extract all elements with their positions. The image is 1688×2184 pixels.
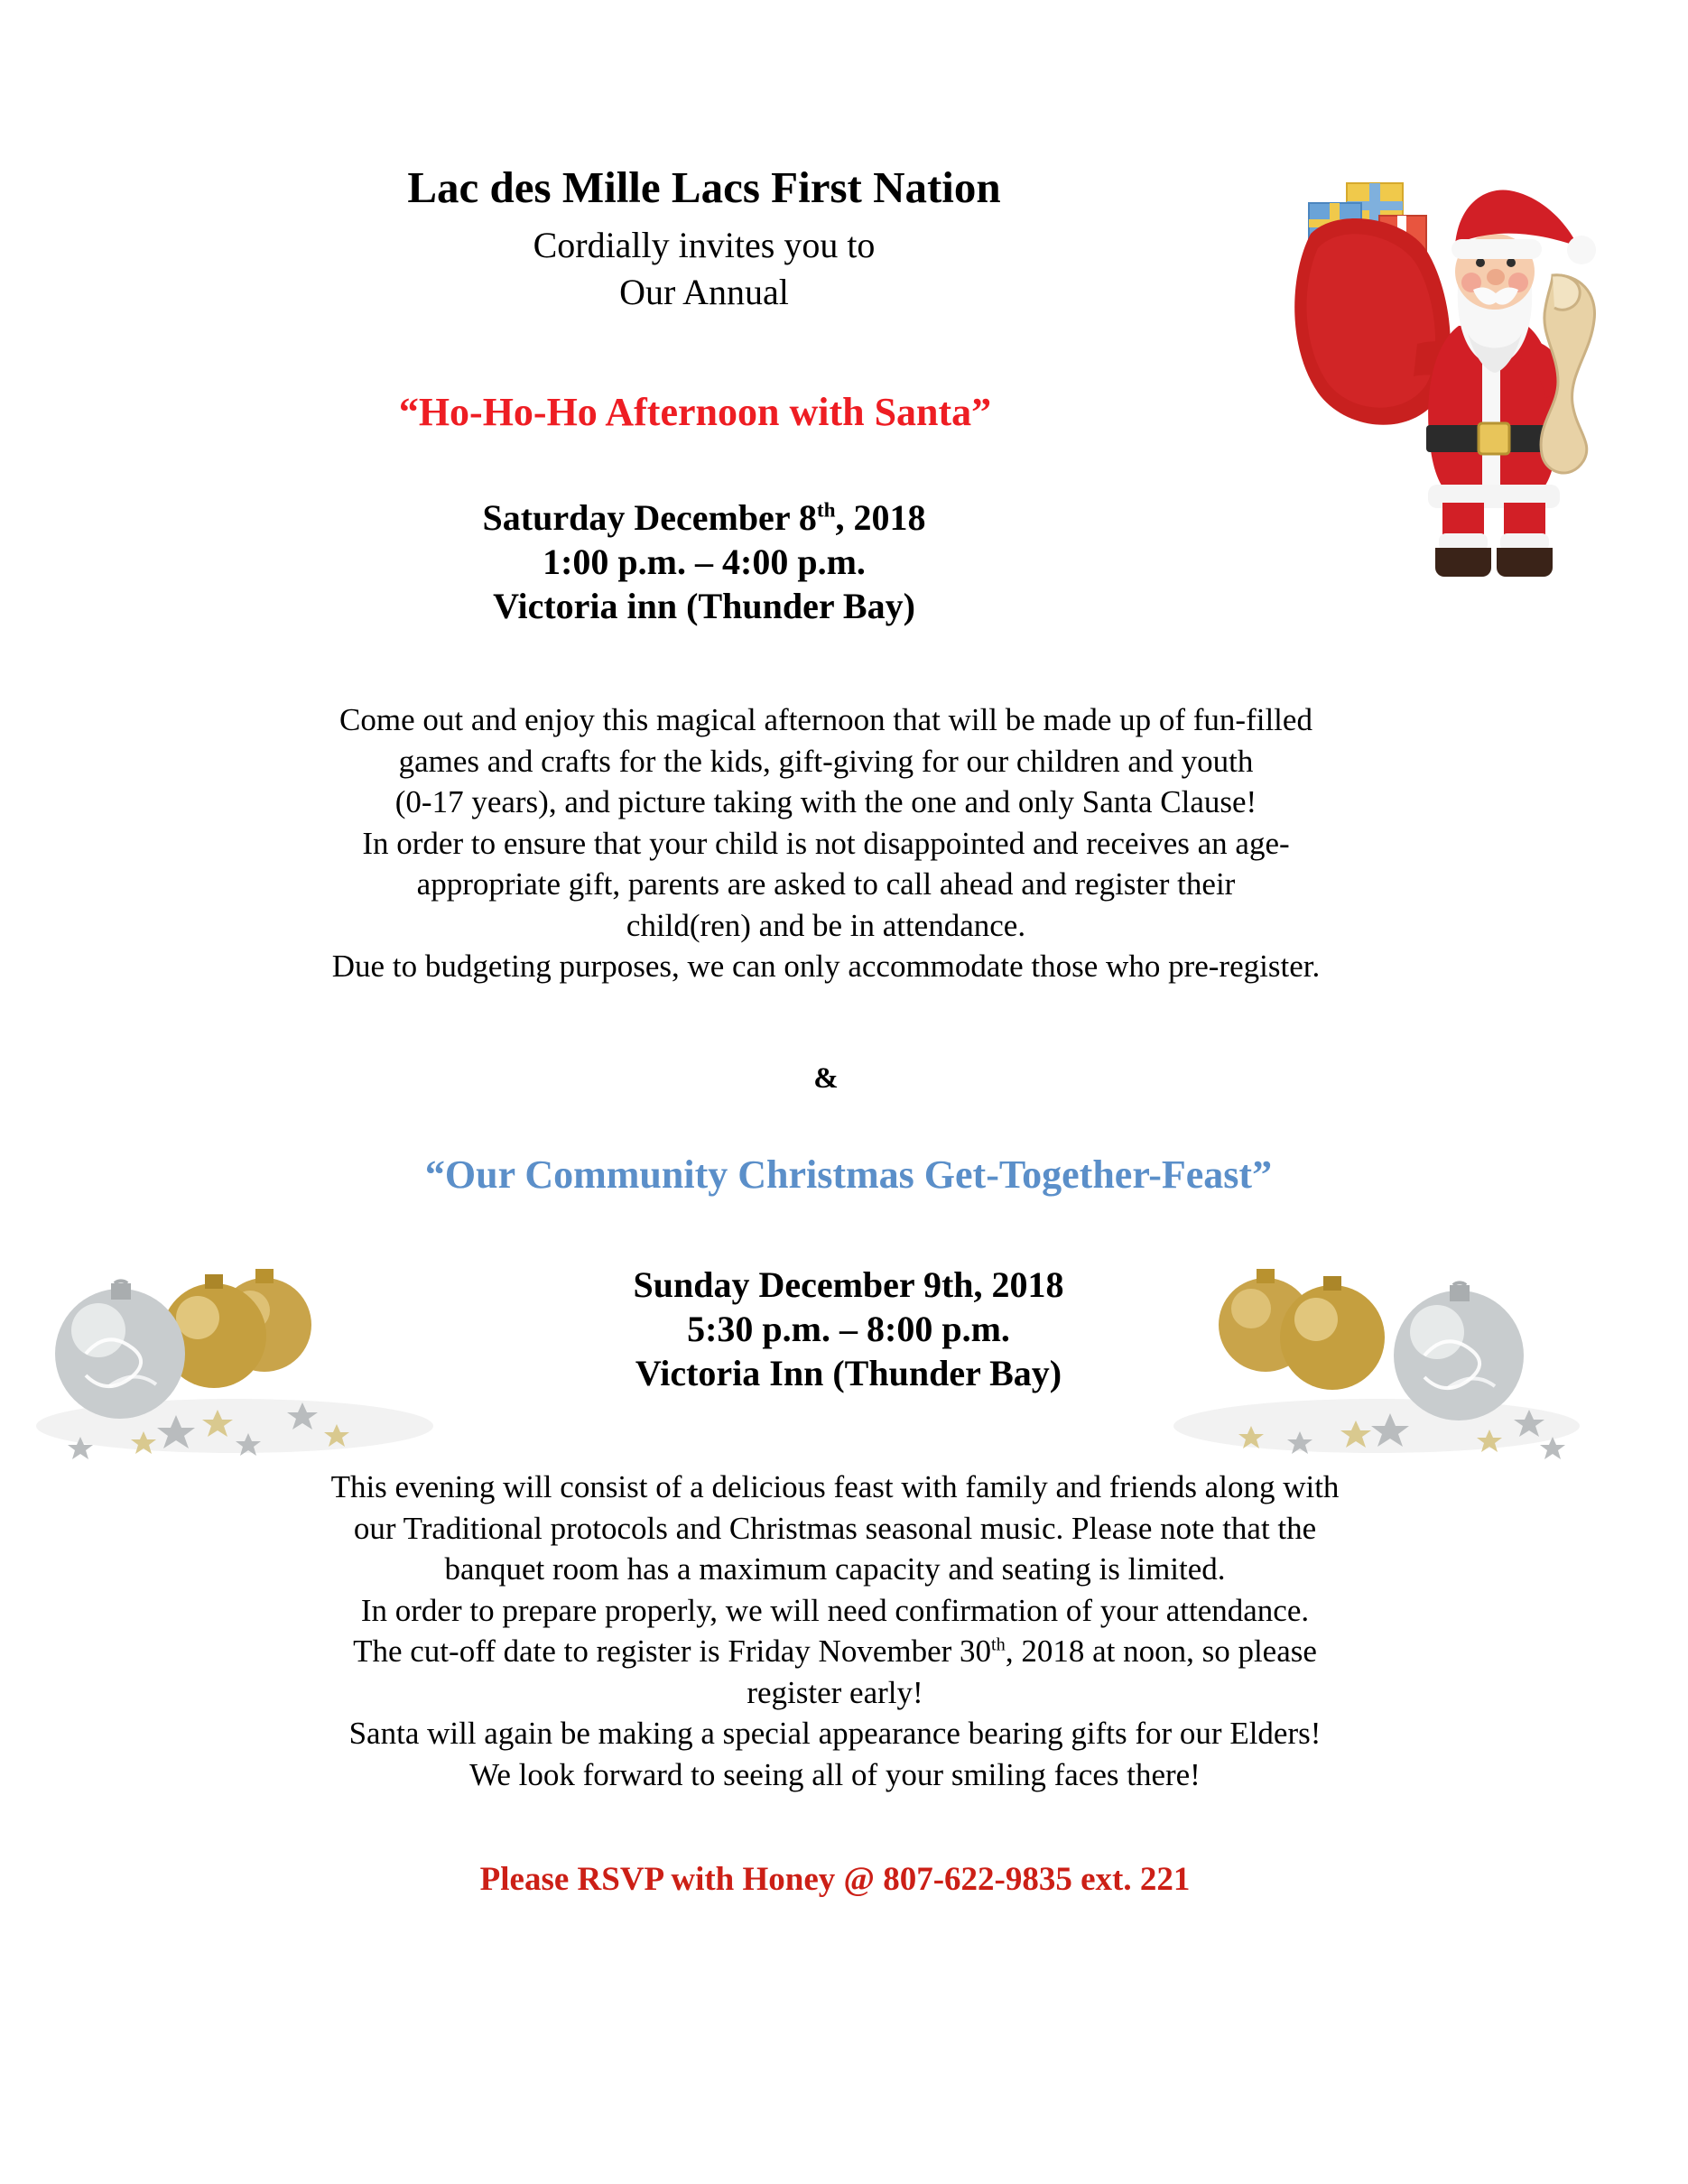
event2-cutoff-text: The cut-off date to register is Friday November 30 (353, 1633, 992, 1669)
invite-line-1: Cordially invites you to (533, 225, 876, 265)
event2-cutoff-ordinal: th (991, 1634, 1006, 1655)
rsvp-line: Please RSVP with Honey @ 807-622-9835 ext. 221 (479, 1861, 1191, 1898)
event2-body-line: our Traditional protocols and Christmas seasonal music. Please note that the (353, 1510, 1317, 1546)
event1-body-line: Due to budgeting purposes, we can only accommodate those who pre-register. (331, 949, 1321, 984)
event1-body-line: In order to ensure that your child is not disappointed and receives an age- (362, 825, 1290, 861)
event1-body-line: Come out and enjoy this magical afternoon that will be made up of fun-filled (339, 702, 1312, 737)
event1-date (117, 496, 1291, 541)
section-separator: & (813, 1062, 839, 1095)
event1-body (158, 699, 1494, 987)
event2-venue: Victoria Inn (Thunder Bay) (635, 1352, 1062, 1393)
event1-date-year: , 2018 (835, 497, 926, 538)
event2-body (158, 1467, 1512, 1795)
event2-body-line: This evening will consist of a delicious feast with family and friends along with (330, 1469, 1340, 1504)
event1-when-block (117, 496, 1291, 628)
event1-body-line: appropriate gift, parents are asked to call ahead and register their (416, 866, 1236, 902)
event1-heading: “Ho-Ho-Ho Afternoon with Santa” (398, 390, 992, 434)
event1-time: 1:00 p.m. – 4:00 p.m. (543, 541, 866, 582)
event2-heading: “Our Community Christmas Get-Together-Feast” (424, 1152, 1273, 1197)
event1-body-line: games and crafts for the kids, gift-giving for our children and youth (398, 743, 1254, 779)
event2-body-line: We look forward to seeing all of your smiling faces there! (469, 1756, 1201, 1792)
event2-body-line: Santa will again be making a special appearance bearing gifts for our Elders! (348, 1716, 1322, 1751)
event1-date-ordinal: th (816, 498, 836, 523)
event2-time: 5:30 p.m. – 8:00 p.m. (687, 1308, 1010, 1349)
event2-body-line: register early! (747, 1674, 923, 1710)
event1-body-line: (0-17 years), and picture taking with the one and only Santa Clause! (394, 784, 1257, 819)
event2-date: Sunday December 9th, 2018 (633, 1264, 1064, 1305)
event2-body-line-cutoff (158, 1631, 1512, 1672)
event2-body-line: banquet room has a maximum capacity and seating is limited. (444, 1551, 1226, 1587)
page-title: Lac des Mille Lacs First Nation (407, 162, 1001, 212)
event2-body-line: In order to prepare properly, we will need confirmation of your attendance. (360, 1592, 1310, 1628)
event1-body-line: child(ren) and be in attendance. (626, 907, 1026, 943)
invite-line-2: Our Annual (619, 272, 789, 312)
event2-cutoff-tail: , 2018 at noon, so please (1005, 1633, 1317, 1669)
event1-date-text: Saturday December 8 (482, 497, 817, 538)
event1-venue: Victoria inn (Thunder Bay) (493, 585, 915, 626)
event2-when-block (397, 1263, 1300, 1395)
ornaments-left-image (32, 1209, 438, 1462)
santa-illustration (1282, 167, 1643, 582)
